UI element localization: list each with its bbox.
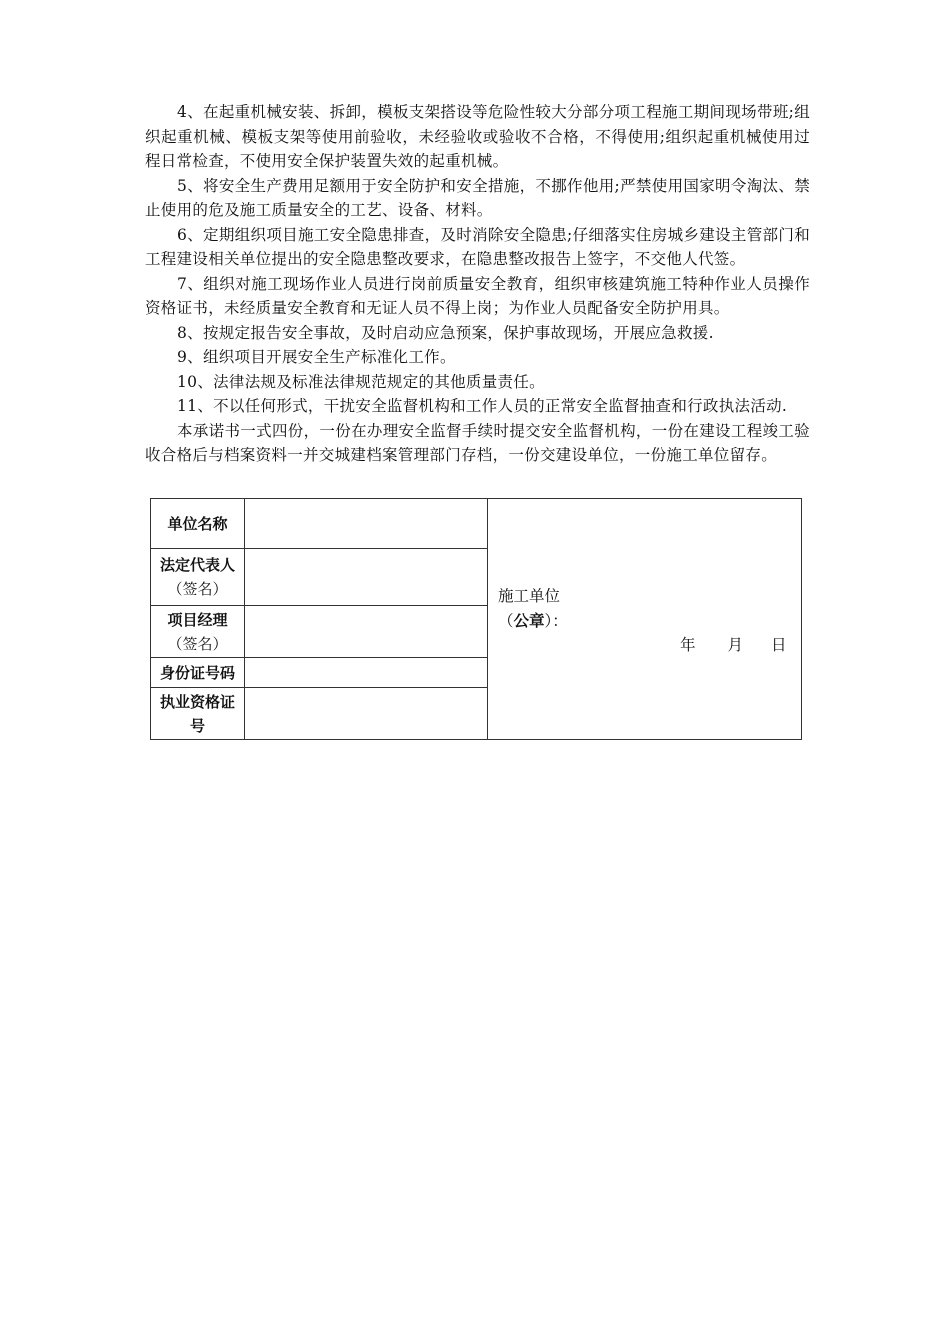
- stamp-cell: [488, 499, 802, 740]
- seal-close-paren: ）：: [544, 612, 568, 630]
- paragraph-item-9: 9、组织项目开展安全生产标准化工作。: [177, 348, 456, 366]
- id-number-field[interactable]: [245, 658, 488, 688]
- paragraph-item-6: 6、定期组织项目施工安全隐患排查，及时消除安全隐患;仔细落实住房城乡建设主管部门和工程建设相关单位提出的安全隐患整改要求，在隐患整改报告上签字，不交他人代签。: [145, 225, 810, 268]
- id-number-label: [151, 658, 245, 688]
- license-number-label: [151, 688, 245, 740]
- project-manager-label: [151, 606, 245, 658]
- paragraph-item-4: 4、在起重机械安装、拆卸，模板支架搭设等危险性较大分部分项工程施工期间现场带班;组织起重机械、模板支架等使用前验收，未经验收或验收不合格，不得使用;组织起重机械使用过程日常检查，不使用安全保护装置失效的起重机械。: [145, 103, 810, 170]
- legal-rep-label: [151, 549, 245, 606]
- license-number-field[interactable]: [245, 688, 488, 740]
- construction-unit-label: 施工单位: [498, 587, 561, 605]
- date-line: [680, 633, 787, 655]
- paragraph-item-8: 8、按规定报告安全事故，及时启动应急预案，保护事故现场，开展应急救援.: [177, 323, 714, 342]
- commitment-text: [145, 100, 810, 468]
- day-label: 日: [771, 636, 787, 654]
- paragraph-item-10: 10、法律法规及标准法律规范规定的其他质量责任。: [177, 372, 545, 391]
- unit-name-label: [151, 499, 245, 549]
- legal-rep-label-text: 法定代表人: [159, 556, 235, 574]
- project-manager-sign-note: （签名）: [167, 634, 228, 653]
- signature-table: [150, 498, 802, 740]
- id-number-label-text: 身份证号码: [159, 663, 235, 682]
- month-label: 月: [727, 636, 744, 654]
- unit-name-field[interactable]: [245, 499, 488, 549]
- unit-name-label-text: 单位名称: [167, 514, 228, 533]
- seal-label-text: 公章: [513, 612, 545, 630]
- paragraph-item-7: 7、组织对施工现场作业人员进行岗前质量安全教育，组织审核建筑施工特种作业人员操作资格证书，未经质量安全教育和无证人员不得上岗；为作业人员配备安全防护用具。: [145, 274, 810, 317]
- seal-open-paren: （: [498, 612, 514, 630]
- closing-paragraph: 本承诺书一式四份，一份在办理安全监督手续时提交安全监督机构，一份在建设工程竣工验收合格后与档案资料一并交城建档案管理部门存档，一份交建设单位，一份施工单位留存。: [145, 421, 810, 464]
- license-number-label-text: 执业资格证号: [159, 692, 235, 735]
- year-label: 年: [680, 636, 696, 654]
- project-manager-label-text: 项目经理: [167, 610, 228, 629]
- project-manager-field[interactable]: [245, 606, 488, 658]
- legal-rep-field[interactable]: [245, 549, 488, 606]
- paragraph-item-5: 5、将安全生产费用足额用于安全防护和安全措施，不挪作他用;严禁使用国家明令淘汰、禁止使用的危及施工质量安全的工艺、设备、材料。: [145, 176, 810, 219]
- paragraph-item-11: 11、不以任何形式，干扰安全监督机构和工作人员的正常安全监督抽查和行政执法活动.: [177, 397, 788, 415]
- legal-rep-sign-note: （签名）: [167, 580, 228, 598]
- official-seal-label: [498, 609, 568, 631]
